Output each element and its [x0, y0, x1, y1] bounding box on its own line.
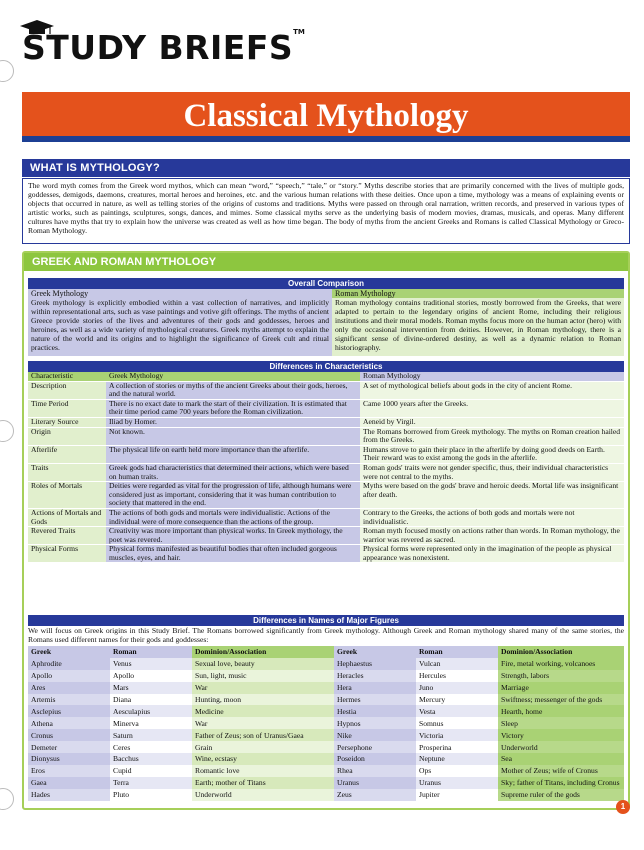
- names-row: [334, 729, 624, 741]
- section-heading-what-is-mythology: WHAT IS MYTHOLOGY?: [22, 159, 630, 177]
- names-row: [334, 694, 624, 706]
- differences-cell: The physical life on earth held more importance than the afterlife.: [106, 445, 360, 463]
- names-band: Differences in Names of Major Figures: [28, 615, 624, 626]
- title-banner: [22, 92, 630, 142]
- names-cell: Ops: [416, 765, 498, 777]
- names-cell: Prosperina: [416, 741, 498, 753]
- names-row: [334, 682, 624, 694]
- names-header-cell: Dominion/Association: [498, 646, 624, 658]
- names-row: [334, 717, 624, 729]
- names-cell: Dionysus: [28, 753, 110, 765]
- names-cell: Juno: [416, 682, 498, 694]
- names-cell: Ares: [28, 682, 110, 694]
- names-cell: Mercury: [416, 694, 498, 706]
- differences-row: [28, 527, 624, 545]
- overall-header-row: [28, 289, 624, 298]
- names-table-left: [28, 646, 334, 801]
- names-cell: Hades: [28, 789, 110, 801]
- names-cell: Hera: [334, 682, 416, 694]
- differences-cell: Physical Forms: [28, 545, 106, 563]
- names-cell: Apollo: [28, 670, 110, 682]
- differences-cell: The Romans borrowed from Greek mythology. The myths on Roman creation hailed from the Greeks.: [360, 427, 624, 445]
- differences-row: [28, 445, 624, 463]
- names-row: [334, 765, 624, 777]
- differences-cell: Roman gods' traits were not gender specific, thus, their individual characteristics were not central to the myths.: [360, 463, 624, 481]
- names-cell: Minerva: [110, 717, 192, 729]
- names-cell: Medicine: [192, 705, 334, 717]
- brand-header: [18, 28, 628, 88]
- differences-cell: A set of mythological beliefs about gods in the city of ancient Rome.: [360, 381, 624, 399]
- differences-cell: Came 1000 years after the Greeks.: [360, 399, 624, 417]
- names-cell: Somnus: [416, 717, 498, 729]
- names-cell: Heracles: [334, 670, 416, 682]
- names-cell: Gaea: [28, 777, 110, 789]
- page-number: 1: [616, 800, 630, 814]
- differences-cell: There is no exact date to mark the start of their civilization. It is estimated that their time period came 700 years before the Roman civilization.: [106, 399, 360, 417]
- names-cell: Earth; mother of Titans: [192, 777, 334, 789]
- names-row: [28, 694, 334, 706]
- names-cell: Cronus: [28, 729, 110, 741]
- differences-cell: Actions of Mortals and Gods: [28, 508, 106, 526]
- differences-header-row: [28, 372, 624, 381]
- punch-hole: [0, 420, 14, 442]
- names-cell: Diana: [110, 694, 192, 706]
- names-header-cell: Greek: [334, 646, 416, 658]
- names-row: [28, 741, 334, 753]
- differences-header-cell: Characteristic: [28, 372, 106, 381]
- overall-roman-text: Roman mythology contains traditional stories, mostly borrowed from the Greeks, that were adapted to pertain to the legendary origins of ancient Rome, including their religious institutions and their moral models. Roman myths focus more on the human actor (hero) with only the occasional intervention from deities. However, in Roman mythology, there is a significant sense of divine-ordered destiny, as well as a dynamic relation to Roman historiography.: [332, 298, 624, 356]
- names-row: [28, 705, 334, 717]
- names-cell: Sleep: [498, 717, 624, 729]
- names-cell: Pluto: [110, 789, 192, 801]
- differences-row: [28, 417, 624, 427]
- names-cell: Aphrodite: [28, 658, 110, 670]
- names-cell: Apollo: [110, 670, 192, 682]
- differences-row: [28, 482, 624, 509]
- differences-cell: Not known.: [106, 427, 360, 445]
- names-cell: Strength, labors: [498, 670, 624, 682]
- logo-trademark: TM: [293, 28, 305, 36]
- names-row: [28, 729, 334, 741]
- differences-cell: Description: [28, 381, 106, 399]
- names-cell: Ceres: [110, 741, 192, 753]
- differences-cell: Aeneid by Virgil.: [360, 417, 624, 427]
- names-cell: Sun, light, music: [192, 670, 334, 682]
- differences-cell: Physical forms manifested as beautiful bodies that often included gorgeous muscles, eyes, and hair.: [106, 545, 360, 563]
- names-header-cell: Greek: [28, 646, 110, 658]
- differences-cell: Physical forms were represented only in the imagination of the people as physical appearance was nonexistent.: [360, 545, 624, 563]
- names-row: [334, 658, 624, 670]
- names-cell: Demeter: [28, 741, 110, 753]
- names-row: [28, 658, 334, 670]
- names-cell: Hunting, moon: [192, 694, 334, 706]
- names-cell: War: [192, 717, 334, 729]
- names-row: [28, 717, 334, 729]
- names-intro: We will focus on Greek origins in this Study Brief. The Romans borrowed significantly from Greek mythology. Although Greek and Roman mythology shared many of the same stories, the Romans used different names for their gods and goddesses:: [28, 626, 624, 644]
- names-row: [28, 789, 334, 801]
- names-cell: Asclepius: [28, 705, 110, 717]
- overall-text-row: [28, 298, 624, 356]
- differences-table: [28, 372, 624, 563]
- differences-row: [28, 508, 624, 526]
- differences-cell: Iliad by Homer.: [106, 417, 360, 427]
- differences-cell: The actions of both gods and mortals were individualistic. Actions of the individual were of more consequence than the actions of the group.: [106, 508, 360, 526]
- section-heading-greek-roman: GREEK AND ROMAN MYTHOLOGY: [24, 253, 628, 271]
- names-cell: Rhea: [334, 765, 416, 777]
- names-cell: Supreme ruler of the gods: [498, 789, 624, 801]
- names-cell: Hercules: [416, 670, 498, 682]
- names-header-row: [334, 646, 624, 658]
- overall-greek-header: Greek Mythology: [28, 289, 332, 298]
- names-cell: Hestia: [334, 705, 416, 717]
- names-cell: Neptune: [416, 753, 498, 765]
- names-cell: Aesculapius: [110, 705, 192, 717]
- names-cell: Terra: [110, 777, 192, 789]
- differences-header-cell: Greek Mythology: [106, 372, 360, 381]
- names-cell: Eros: [28, 765, 110, 777]
- overall-greek-text: Greek mythology is explicitly embodied within a vast collection of narratives, and implicitly within representational arts, such as vase paintings and votive gift offerings. The myths of ancient Greece provide stories of the lives and adventures of their gods and goddesses, heroes and heroines, as well as a wide variety of mythological creatures. Greek myths attempt to explain the nature of the world and its origins and to highlight the significance of Greek cult and ritual practices.: [28, 298, 332, 356]
- names-row: [334, 753, 624, 765]
- names-header-cell: Dominion/Association: [192, 646, 334, 658]
- names-cell: Fire, metal working, volcanoes: [498, 658, 624, 670]
- differences-cell: Traits: [28, 463, 106, 481]
- differences-cell: Creativity was more important than physical works. In Greek mythology, the poet was revered.: [106, 527, 360, 545]
- differences-row: [28, 399, 624, 417]
- differences-cell: Myths were based on the gods' brave and heroic deeds. Mortal life was insignificant after death.: [360, 482, 624, 509]
- names-cell: Athena: [28, 717, 110, 729]
- names-cell: Jupiter: [416, 789, 498, 801]
- names-cell: Hermes: [334, 694, 416, 706]
- names-cell: Victory: [498, 729, 624, 741]
- names-cell: Father of Zeus; son of Uranus/Gaea: [192, 729, 334, 741]
- differences-cell: Roles of Mortals: [28, 482, 106, 509]
- names-header-row: [28, 646, 334, 658]
- differences-header-cell: Roman Mythology: [360, 372, 624, 381]
- differences-cell: Literary Source: [28, 417, 106, 427]
- differences-cell: Afterlife: [28, 445, 106, 463]
- study-briefs-logo: [22, 28, 305, 67]
- names-cell: Mother of Zeus; wife of Cronus: [498, 765, 624, 777]
- names-cell: Saturn: [110, 729, 192, 741]
- differences-cell: Greek gods had characteristics that determined their actions, which were based on human traits.: [106, 463, 360, 481]
- differences-cell: A collection of stories or myths of the ancient Greeks about their gods, heroes, and the natural world.: [106, 381, 360, 399]
- differences-cell: Deities were regarded as vital for the progression of life, although humans were considered just as important, considering that it was human contribution to society that mattered in the end.: [106, 482, 360, 509]
- names-cell: Hypnos: [334, 717, 416, 729]
- names-cell: Zeus: [334, 789, 416, 801]
- names-cell: Vesta: [416, 705, 498, 717]
- names-cell: Uranus: [334, 777, 416, 789]
- overall-comparison-band: Overall Comparison: [28, 278, 624, 289]
- names-cell: Victoria: [416, 729, 498, 741]
- names-cell: Cupid: [110, 765, 192, 777]
- names-cell: Poseidon: [334, 753, 416, 765]
- punch-hole: [0, 60, 14, 82]
- names-cell: Sea: [498, 753, 624, 765]
- names-cell: Hearth, home: [498, 705, 624, 717]
- names-cell: Marriage: [498, 682, 624, 694]
- names-cell: Underworld: [192, 789, 334, 801]
- names-row: [334, 741, 624, 753]
- names-cell: Hephaestus: [334, 658, 416, 670]
- names-cell: Venus: [110, 658, 192, 670]
- names-cell: Nike: [334, 729, 416, 741]
- names-cell: Sexual love, beauty: [192, 658, 334, 670]
- differences-row: [28, 545, 624, 563]
- differences-row: [28, 427, 624, 445]
- names-header-cell: Roman: [110, 646, 192, 658]
- names-cell: Uranus: [416, 777, 498, 789]
- names-row: [28, 682, 334, 694]
- names-cell: Wine, ecstasy: [192, 753, 334, 765]
- page-title: Classical Mythology: [183, 98, 469, 134]
- differences-cell: Humans strove to gain their place in the afterlife by doing good deeds on Earth. Their reward was to exist among the gods in the afterlife.: [360, 445, 624, 463]
- names-row: [28, 670, 334, 682]
- names-row: [28, 777, 334, 789]
- differences-row: [28, 381, 624, 399]
- names-row: [28, 753, 334, 765]
- differences-row: [28, 463, 624, 481]
- names-cell: Underworld: [498, 741, 624, 753]
- differences-cell: Contrary to the Greeks, the actions of both gods and mortals were not individualistic.: [360, 508, 624, 526]
- names-row: [334, 705, 624, 717]
- names-cell: Persephone: [334, 741, 416, 753]
- differences-cell: Time Period: [28, 399, 106, 417]
- names-cell: War: [192, 682, 334, 694]
- punch-hole: [0, 788, 14, 810]
- names-cell: Romantic love: [192, 765, 334, 777]
- names-table-right: [334, 646, 624, 801]
- overall-roman-header: Roman Mythology: [332, 289, 624, 298]
- names-cell: Sky; father of Titans, including Cronus: [498, 777, 624, 789]
- differences-band: Differences in Characteristics: [28, 361, 624, 372]
- names-cell: Grain: [192, 741, 334, 753]
- names-cell: Artemis: [28, 694, 110, 706]
- differences-cell: Revered Traits: [28, 527, 106, 545]
- names-row: [334, 670, 624, 682]
- differences-cell: Origin: [28, 427, 106, 445]
- logo-text: STUDY BRIEFS: [22, 28, 294, 67]
- names-header-cell: Roman: [416, 646, 498, 658]
- names-cell: Vulcan: [416, 658, 498, 670]
- names-row: [334, 777, 624, 789]
- names-row: [28, 765, 334, 777]
- section-body-what-is-mythology: The word myth comes from the Greek word mythos, which can mean “word,” “speech,” “tale,” or “story.” Myths describe stories that are primarily concerned with the lives of multiple gods, goddesses, demigods, daemons, creatures, mortal heroes and heroines, etc. and the various human relations with these deities. Once upon a time, mythology was a means of explaining events or objects that occurred in nature, as well as telling stories of the origins of customs and traditions. Myths were passed on through oral narration, written records, and preserved in various types of artistic works, such as paintings, sculptures, songs, dances, and mimes. Some classical myths serve as the underlying basis of modern movies, dramas, musicals, and operas. Many different cultures have myths that try to explain how the universe was created as well as how time began. The body of myths from the ancient Greeks and Romans is called Classical Mythology or Greco-Roman Mythology.: [22, 178, 630, 244]
- names-cell: Bacchus: [110, 753, 192, 765]
- section-greek-roman: [22, 251, 630, 810]
- names-row: [334, 789, 624, 801]
- names-cell: Swiftness; messenger of the gods: [498, 694, 624, 706]
- differences-cell: Roman myth focused mostly on actions rather than words. In Roman mythology, the warrior was revered as sacred.: [360, 527, 624, 545]
- names-cell: Mars: [110, 682, 192, 694]
